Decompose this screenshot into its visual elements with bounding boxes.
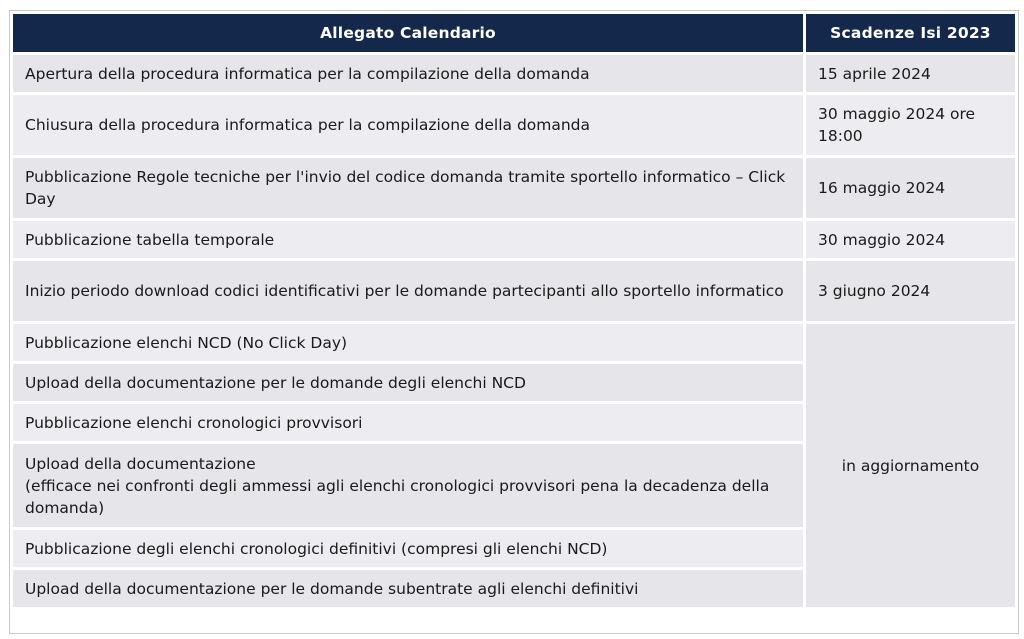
calendar-table bbox=[13, 14, 1015, 607]
event-line-1: Upload della documentazione bbox=[25, 454, 256, 473]
table-row bbox=[13, 155, 1015, 218]
header-scadenze: Scadenze Isi 2023 bbox=[806, 14, 1015, 52]
date-cell: 30 maggio 2024 ore 18:00 bbox=[806, 92, 1015, 155]
table-row bbox=[13, 218, 1015, 258]
date-cell: 30 maggio 2024 bbox=[806, 218, 1015, 258]
header-allegato-calendario: Allegato Calendario bbox=[13, 14, 806, 52]
date-cell: 3 giugno 2024 bbox=[806, 258, 1015, 321]
merged-date-cell: in aggiornamento bbox=[806, 321, 1015, 607]
event-cell: Pubblicazione elenchi cronologici provvisori bbox=[13, 401, 806, 441]
event-cell: Apertura della procedura informatica per la compilazione della domanda bbox=[13, 52, 806, 92]
event-cell: Upload della documentazione per le domande degli elenchi NCD bbox=[13, 361, 806, 401]
table-row bbox=[13, 52, 1015, 92]
event-cell: Pubblicazione Regole tecniche per l'invio del codice domanda tramite sportello informatico – Click Day bbox=[13, 155, 806, 218]
event-cell: Upload della documentazione per le domande subentrate agli elenchi definitivi bbox=[13, 567, 806, 607]
event-cell: Pubblicazione elenchi NCD (No Click Day) bbox=[13, 321, 806, 361]
event-cell: Chiusura della procedura informatica per la compilazione della domanda bbox=[13, 92, 806, 155]
event-cell: Pubblicazione tabella temporale bbox=[13, 218, 806, 258]
date-cell: 16 maggio 2024 bbox=[806, 155, 1015, 218]
calendar-frame bbox=[9, 10, 1019, 634]
table-header-row bbox=[13, 14, 1015, 52]
event-cell bbox=[13, 441, 806, 527]
event-cell: Pubblicazione degli elenchi cronologici definitivi (compresi gli elenchi NCD) bbox=[13, 527, 806, 567]
event-cell: Inizio periodo download codici identificativi per le domande partecipanti allo sportello informatico bbox=[13, 258, 806, 321]
table-row bbox=[13, 321, 1015, 361]
table-row bbox=[13, 92, 1015, 155]
date-cell: 15 aprile 2024 bbox=[806, 52, 1015, 92]
table-row bbox=[13, 258, 1015, 321]
event-line-2: (efficace nei confronti degli ammessi agli elenchi cronologici provvisori pena la decadenza della domanda) bbox=[25, 476, 770, 517]
